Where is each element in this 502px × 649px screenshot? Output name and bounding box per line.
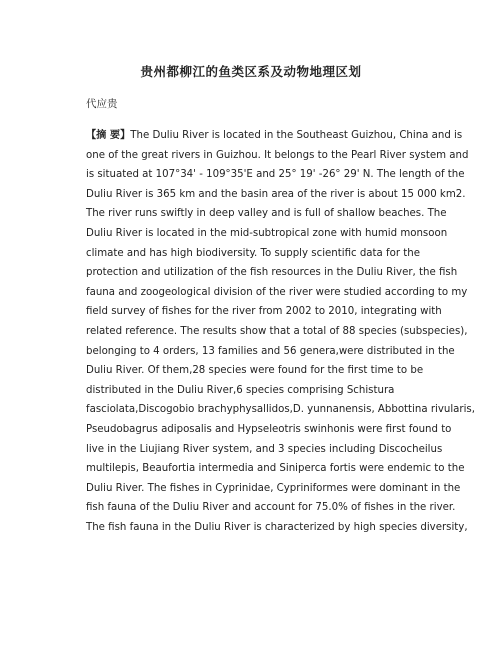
abstract-line: field survey of fishes for the river from 2002 to 2010, integrating with	[86, 306, 442, 318]
author-name: 代应贵	[86, 98, 118, 110]
abstract-line: is situated at 107°34' - 109°35'E and 25° 19' -26° 29' N. The length of the	[86, 169, 465, 181]
abstract-line	[86, 126, 463, 146]
abstract-line: Duliu River. Of them,28 species were found for the first time to be	[86, 365, 424, 377]
abstract-line: fasciolata,Discogobio brachyphysallidos,D. yunnanensis, Abbottina rivularis,	[86, 404, 475, 416]
abstract-line: distributed in the Duliu River,6 species comprising Schistura	[86, 384, 395, 396]
abstract-line: Duliu River. The fishes in Cyprinidae, Cypriniformes were dominant in the	[86, 482, 461, 494]
abstract-line: protection and utilization of the fish resources in the Duliu River, the fish	[86, 267, 458, 279]
abstract-line: multilepis, Beaufortia intermedia and Siniperca fortis were endemic to the	[86, 463, 465, 475]
abstract-body	[86, 126, 475, 537]
abstract-line: The fish fauna in the Duliu River is characterized by high species diversity,	[86, 521, 468, 533]
abstract-line: one of the great rivers in Guizhou. It belongs to the Pearl River system and	[86, 149, 469, 161]
abstract-line: Duliu River is located in the mid-subtropical zone with humid monsoon	[86, 227, 448, 239]
abstract-label: 【摘 要】	[86, 130, 131, 141]
abstract-line: fish fauna of the Duliu River and account for 75.0% of fishes in the river.	[86, 502, 456, 514]
abstract-line: Pseudobagrus adiposalis and Hypseleotris swinhonis were first found to	[86, 423, 452, 435]
abstract-line: live in the Liujiang River system, and 3 species including Discocheilus	[86, 443, 443, 455]
abstract-line: Duliu River is 365 km and the basin area of the river is about 15 000 km2.	[86, 188, 466, 200]
abstract-line: related reference. The results show that a total of 88 species (subspecies),	[86, 325, 468, 337]
abstract-line: climate and has high biodiversity. To supply scientific data for the	[86, 247, 420, 259]
document-title: 贵州都柳江的鱼类区系及动物地理区划	[140, 64, 362, 79]
abstract-line: fauna and zoogeological division of the river were studied according to my	[86, 286, 468, 298]
abstract-line: The river runs swiftly in deep valley and is full of shallow beaches. The	[86, 208, 447, 220]
abstract-line: belonging to 4 orders, 13 families and 56 genera,were distributed in the	[86, 345, 455, 357]
abstract-line-text: The Duliu River is located in the Southeast Guizhou, China and is	[130, 130, 463, 141]
